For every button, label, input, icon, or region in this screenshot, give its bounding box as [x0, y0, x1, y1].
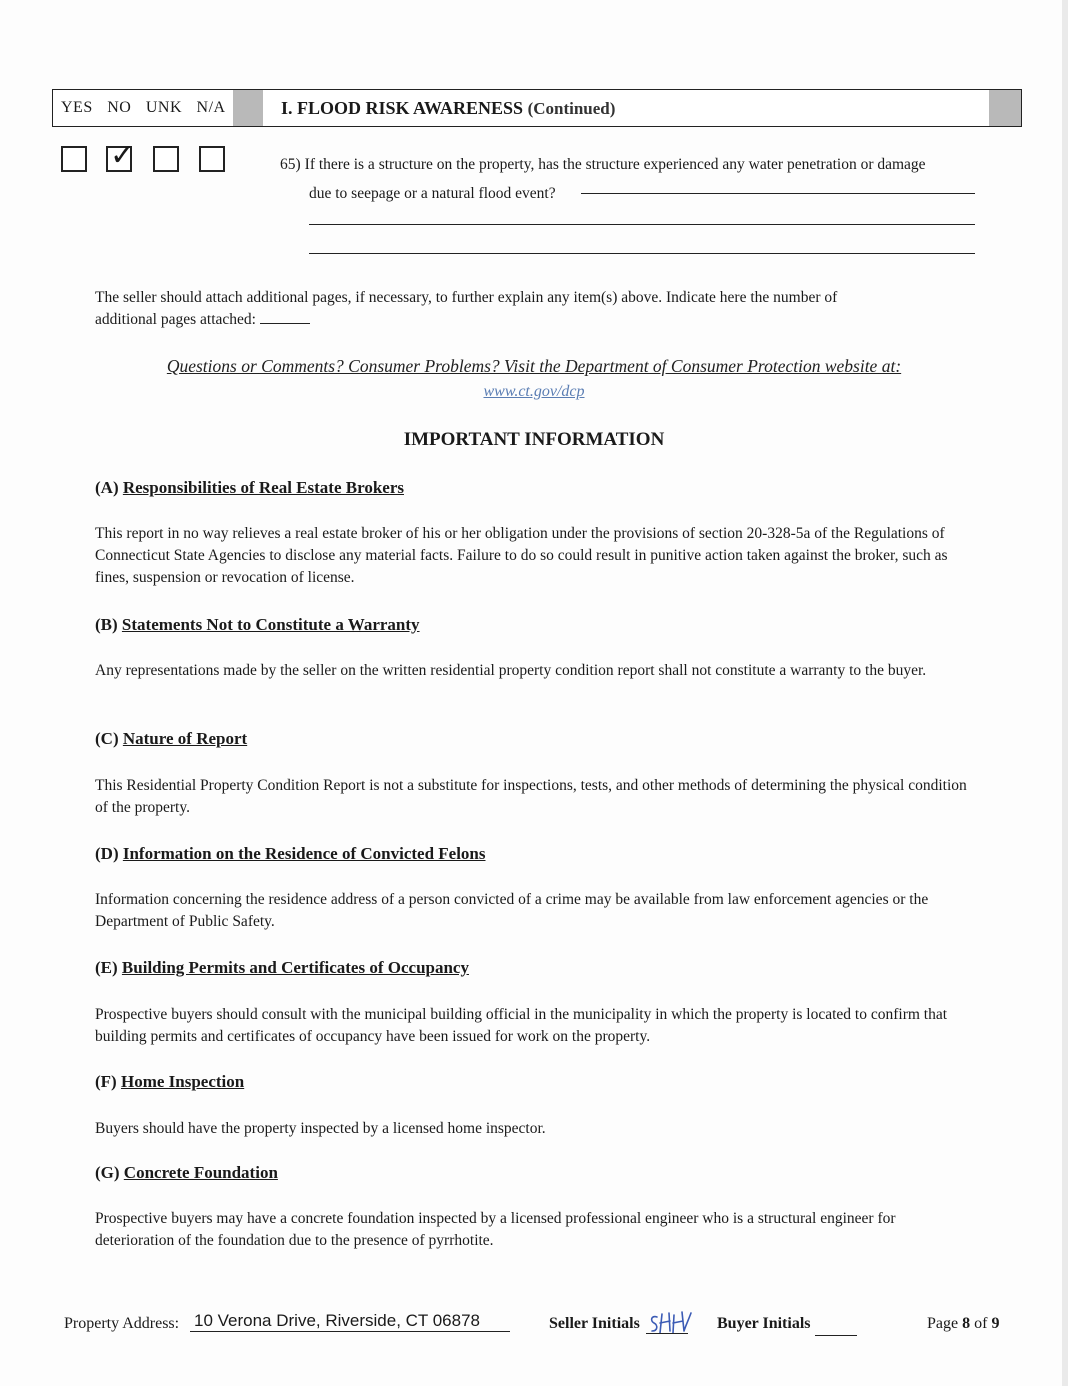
section-title-suffix: (Continued): [527, 99, 616, 118]
header-shade-right: [989, 90, 1021, 126]
property-address-field[interactable]: 10 Verona Drive, Riverside, CT 06878: [190, 1311, 510, 1332]
section-e-body: Prospective buyers should consult with the municipal building official in the municipality in which the property is located to confirm that building permits and certificates of occupancy have been issued for work on the property.: [95, 1006, 948, 1045]
section-g-heading: [95, 1163, 278, 1183]
additional-pages-count-field[interactable]: [260, 309, 310, 324]
col-yes: YES: [61, 99, 93, 116]
section-a-heading: [95, 478, 404, 498]
section-g-title: Concrete Foundation: [123, 1163, 278, 1182]
seller-initials-label: Seller Initials: [549, 1315, 640, 1332]
checkmark-icon: ✓: [110, 138, 136, 173]
section-f-title: Home Inspection: [120, 1072, 245, 1091]
section-d-heading: [95, 844, 486, 864]
page-number: [927, 1315, 999, 1333]
additional-pages-line2: additional pages attached:: [95, 311, 256, 328]
page-of: of: [974, 1315, 988, 1332]
seller-initials-line: [646, 1333, 688, 1334]
section-title-text: I. FLOOD RISK AWARENESS: [281, 98, 524, 118]
checkbox-no[interactable]: [106, 138, 136, 173]
section-b-body: Any representations made by the seller on the written residential property condition report shall not constitute a warranty to the buyer.: [95, 662, 927, 679]
section-f-label: (F): [95, 1072, 117, 1091]
section-a-body: This report in no way relieves a real estate broker of his or her obligation under the provisions of section 20-328-5a of the Regulations of Connecticut State Agencies to disclose any material facts. Failure to do so could result in punitive action taken against the broker, such as fines, suspension or revocation of license.: [95, 525, 948, 586]
section-a-title: Responsibilities of Real Estate Brokers: [122, 478, 404, 497]
section-e-heading: [95, 958, 469, 978]
page-current: 8: [962, 1315, 971, 1332]
answer-line-2[interactable]: [309, 224, 975, 225]
consumer-protection-notice: Questions or Comments? Consumer Problems? Visit the Department of Consumer Protection website at:: [166, 356, 902, 376]
question-number: 65): [280, 156, 301, 173]
col-no: NO: [107, 99, 132, 116]
section-d-body: Information concerning the residence address of a person convicted of a crime may be available from law enforcement agencies or the Department of Public Safety.: [95, 891, 929, 930]
section-title: [281, 98, 615, 119]
question-text-line1: If there is a structure on the property, has the structure experienced any water penetration or damage: [304, 156, 926, 173]
page-total: 9: [991, 1315, 1000, 1332]
section-e-label: (E): [95, 958, 118, 977]
section-e-title: Building Permits and Certificates of Occupancy: [121, 958, 469, 977]
section-b-label: (B): [95, 615, 118, 634]
important-information-title: IMPORTANT INFORMATION: [403, 429, 665, 450]
section-g-body: Prospective buyers may have a concrete foundation inspected by a licensed professional engineer who is a structural engineer for deterioration of the foundation due to the presence of pyrrhotite.: [95, 1210, 896, 1249]
property-address-label: Property Address:: [64, 1315, 180, 1332]
section-c-label: (C): [95, 729, 119, 748]
col-unk: UNK: [145, 99, 183, 116]
answer-line-3[interactable]: [309, 253, 975, 254]
checkbox-unk[interactable]: [153, 146, 179, 172]
question-text-line2: due to seepage or a natural flood event?: [309, 185, 556, 202]
answer-line-1[interactable]: [581, 193, 975, 194]
section-c-body: This Residential Property Condition Report is not a substitute for inspections, tests, and other methods of determining the physical condition of the property.: [95, 777, 967, 816]
section-f-heading: [95, 1072, 244, 1092]
additional-pages-line1: The seller should attach additional pages, if necessary, to further explain any item(s) above. Indicate here the number of: [95, 289, 838, 306]
additional-pages-note: [95, 287, 975, 331]
section-c-heading: [95, 729, 247, 749]
section-g-label: (G): [95, 1163, 120, 1182]
buyer-initials-label: Buyer Initials: [717, 1315, 811, 1332]
section-d-title: Information on the Residence of Convicted Felons: [122, 844, 486, 863]
section-f-body: Buyers should have the property inspected by a licensed home inspector.: [95, 1120, 546, 1137]
page-edge: [1062, 0, 1068, 1386]
section-d-label: (D): [95, 844, 119, 863]
checkbox-na[interactable]: [199, 146, 225, 172]
answer-column-headers: [61, 99, 236, 117]
section-a-label: (A): [95, 478, 119, 497]
section-header: [52, 89, 1022, 127]
buyer-initials-field[interactable]: [815, 1335, 857, 1336]
page-prefix: Page: [927, 1315, 959, 1332]
question-65: [280, 150, 990, 208]
section-c-title: Nature of Report: [122, 729, 248, 748]
dcp-website-link[interactable]: www.ct.gov/dcp: [483, 383, 585, 400]
col-na: N/A: [196, 99, 226, 116]
seller-initials-signature[interactable]: [648, 1309, 694, 1339]
section-b-heading: [95, 615, 420, 635]
checkbox-yes[interactable]: [61, 146, 87, 172]
section-b-title: Statements Not to Constitute a Warranty: [121, 615, 420, 634]
signature-stroke: [652, 1312, 691, 1333]
header-shade-left: [233, 90, 263, 126]
